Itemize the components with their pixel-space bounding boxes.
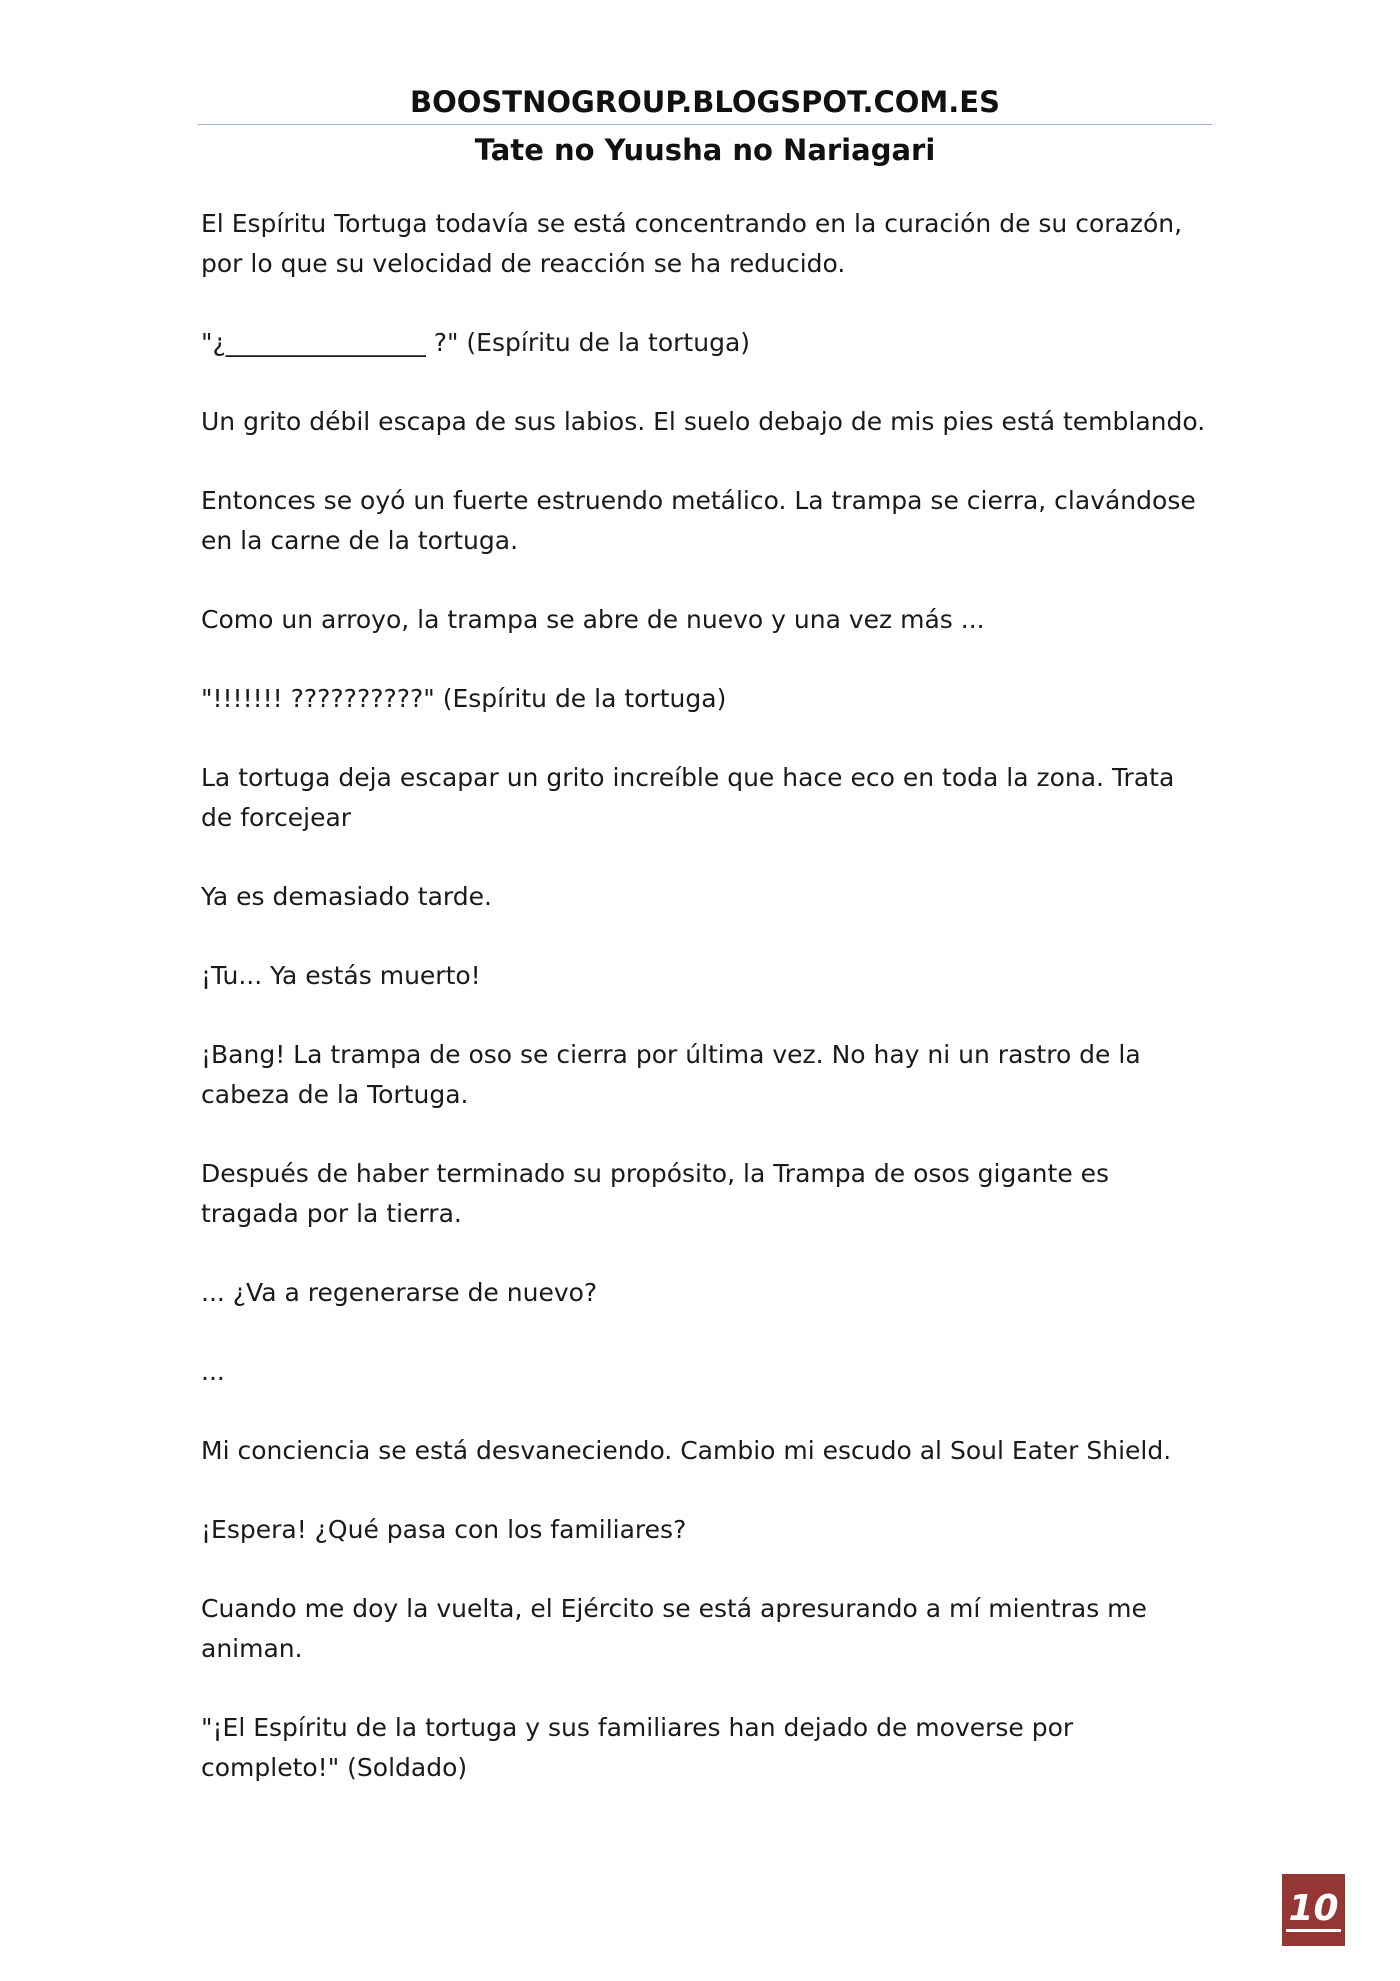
- paragraph: Como un arroyo, la trampa se abre de nuevo y una vez más ...: [201, 605, 985, 634]
- paragraph: El Espíritu Tortuga todavía se está concentrando en la curación de su corazón, por lo que su velocidad de reacción se ha reducido.: [201, 209, 1191, 278]
- paragraph: ¡Tu... Ya estás muerto!: [201, 961, 481, 990]
- paragraph: Mi conciencia se está desvaneciendo. Cambio mi escudo al Soul Eater Shield.: [201, 1436, 1172, 1465]
- paragraph: ¡Bang! La trampa de oso se cierra por última vez. No hay ni un rastro de la cabeza de la Tortuga.: [201, 1040, 1149, 1109]
- paragraph: Un grito débil escapa de sus labios. El suelo debajo de mis pies está temblando.: [201, 407, 1206, 436]
- paragraph: ...: [201, 1357, 225, 1386]
- page-number: 10: [1286, 1889, 1340, 1932]
- document-body: [201, 204, 1211, 1827]
- paragraph: "¿________________ ?" (Espíritu de la tortuga): [201, 328, 751, 357]
- page-header: [198, 82, 1212, 171]
- paragraph: "¡El Espíritu de la tortuga y sus familiares han dejado de moverse por completo!" (Soldado): [201, 1713, 1082, 1782]
- paragraph: "!!!!!!! ??????????" (Espíritu de la tortuga): [201, 684, 727, 713]
- paragraph: La tortuga deja escapar un grito increíble que hace eco en toda la zona. Trata de forcejear: [201, 763, 1183, 832]
- paragraph: Entonces se oyó un fuerte estruendo metálico. La trampa se cierra, clavándose en la carne de la tortuga.: [201, 486, 1204, 555]
- book-title: Tate no Yuusha no Nariagari: [474, 133, 936, 167]
- page-number-badge: [1282, 1874, 1345, 1946]
- paragraph: Después de haber terminado su propósito, la Trampa de osos gigante es tragada por la tierra.: [201, 1159, 1118, 1228]
- site-name: BOOSTNOGROUP.BLOGSPOT.COM.ES: [198, 82, 1212, 125]
- paragraph: ... ¿Va a regenerarse de nuevo?: [201, 1278, 598, 1307]
- paragraph: Cuando me doy la vuelta, el Ejército se está apresurando a mí mientras me animan.: [201, 1594, 1155, 1663]
- paragraph: Ya es demasiado tarde.: [201, 882, 492, 911]
- paragraph: ¡Espera! ¿Qué pasa con los familiares?: [201, 1515, 687, 1544]
